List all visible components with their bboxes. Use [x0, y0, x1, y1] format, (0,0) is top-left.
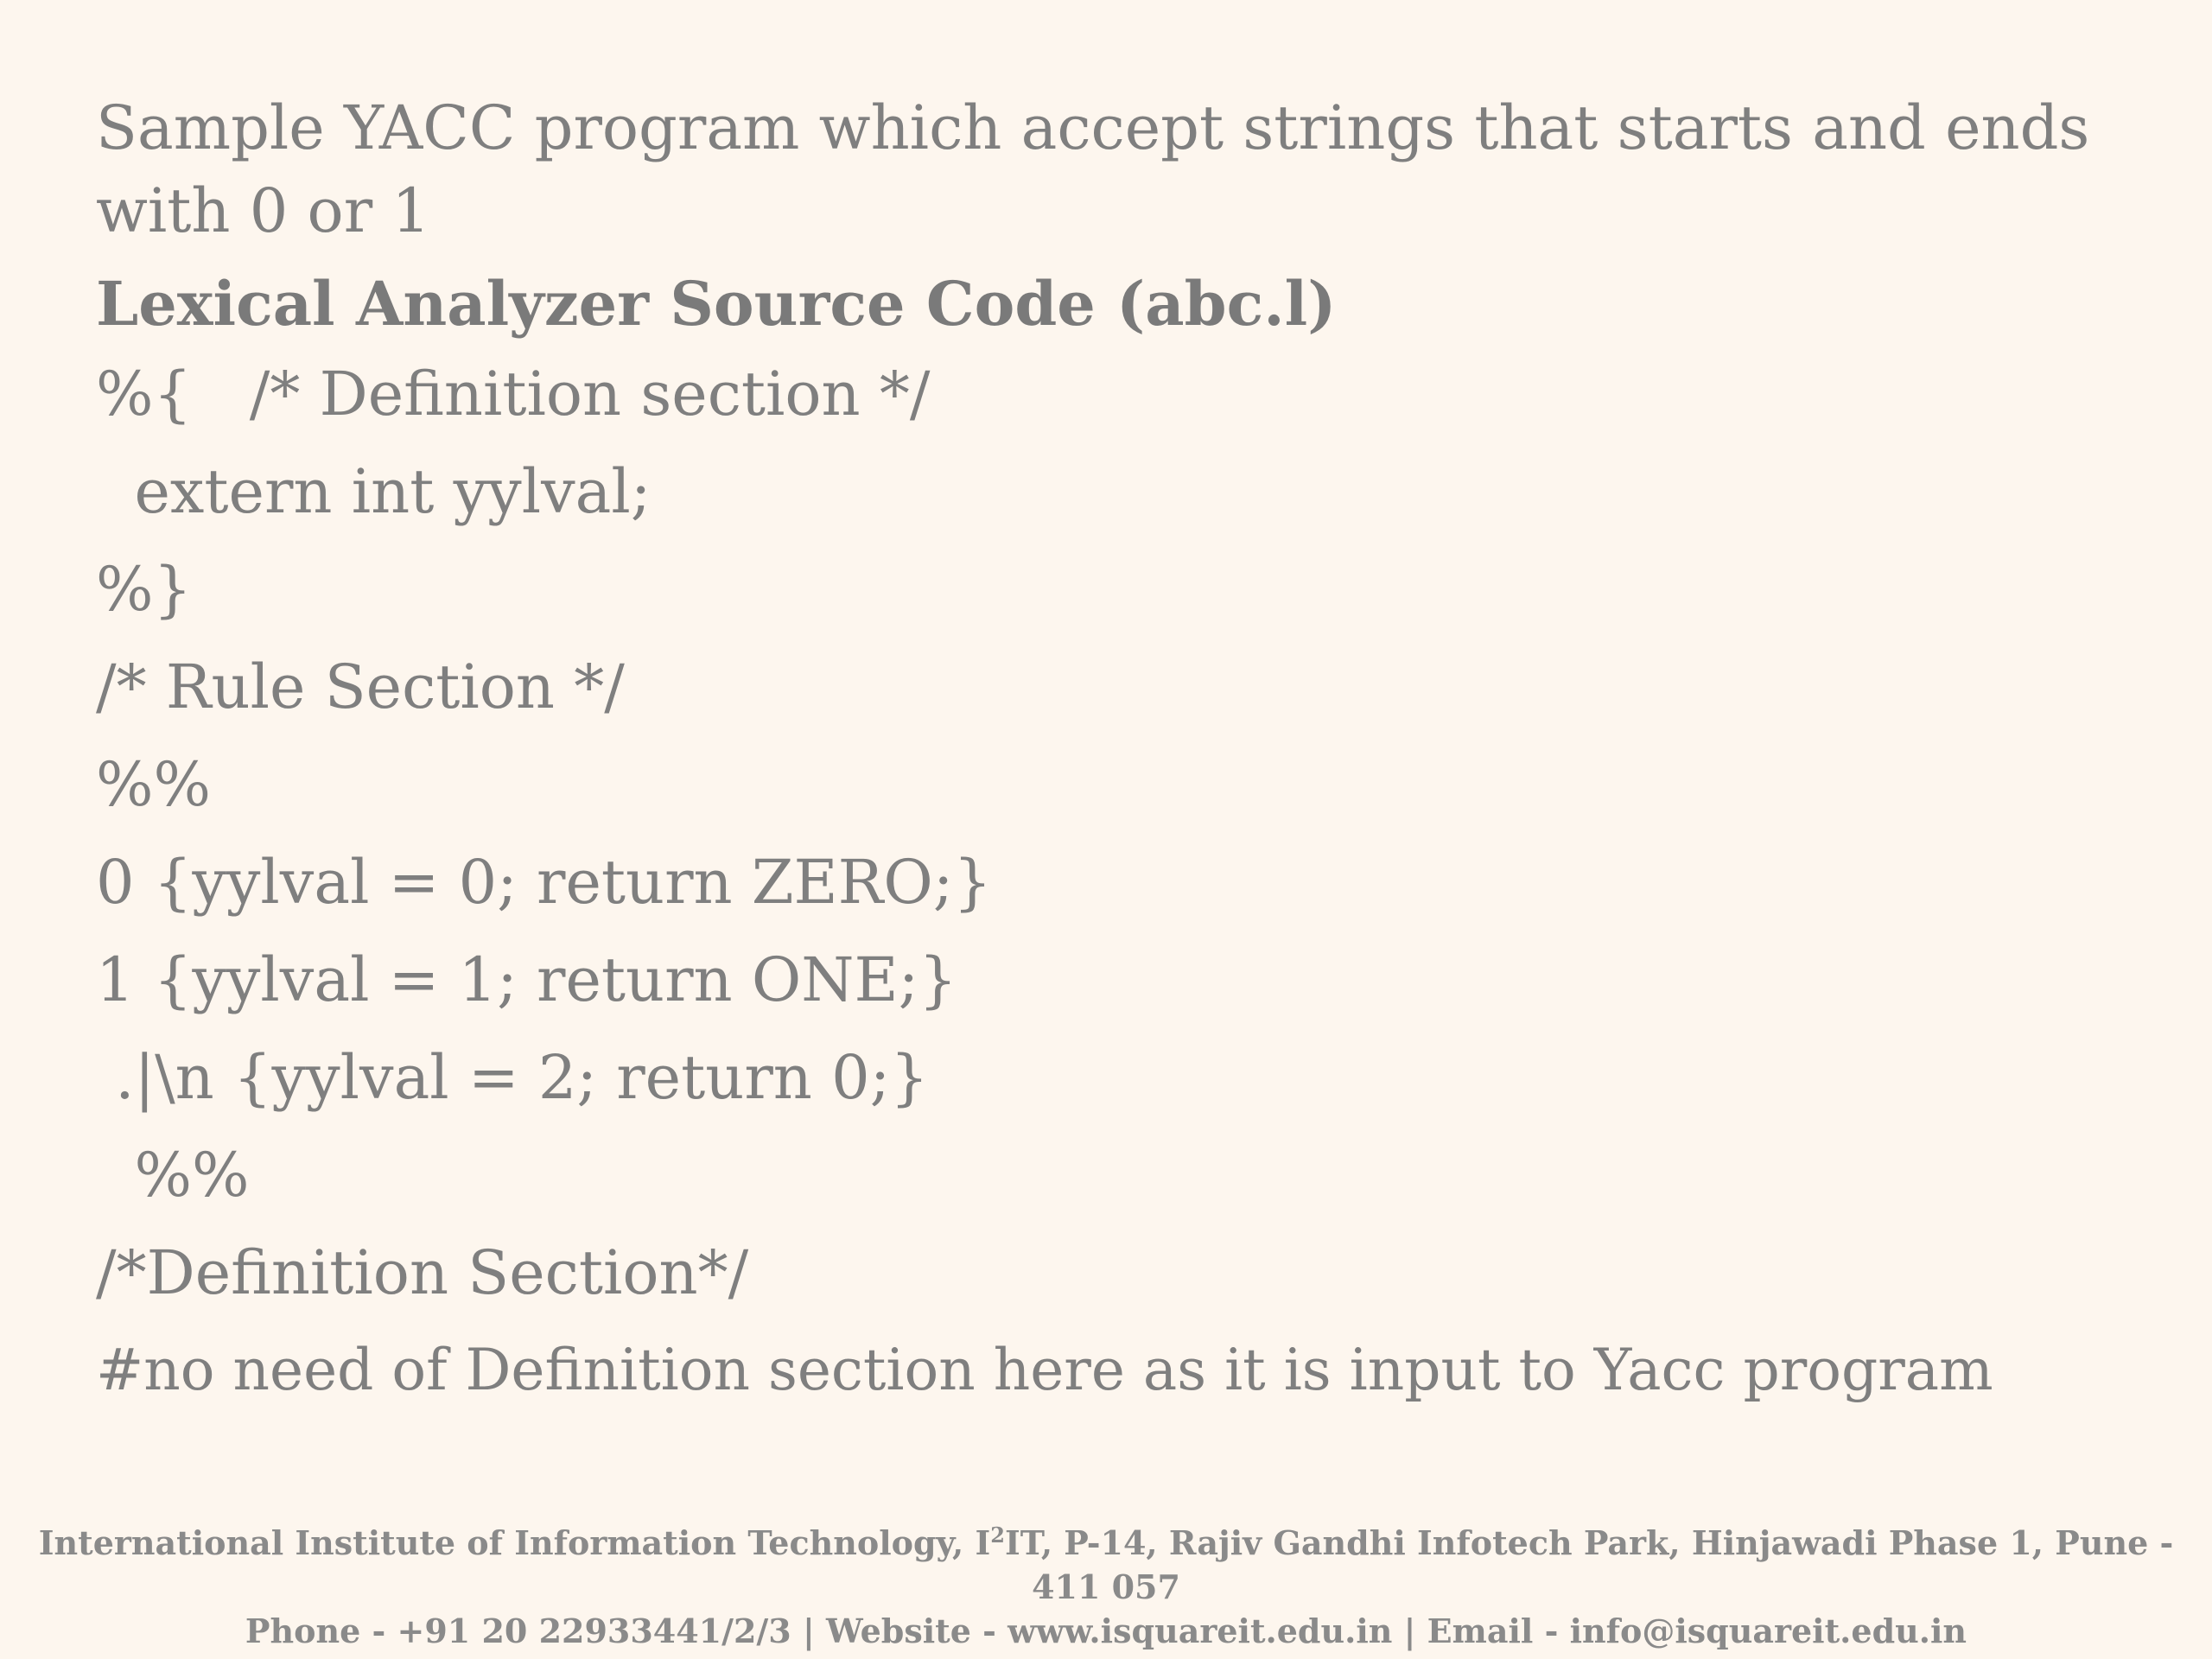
footer-address-start: International Institute of Information Technology, I	[38, 1523, 991, 1562]
code-line: %{ /* Definition section */	[96, 359, 931, 429]
code-line: 1 {yylval = 1; return ONE;}	[96, 944, 957, 1015]
code-line: extern int yylval;	[96, 456, 652, 527]
code-line: .|\n {yylval = 2; return 0;}	[96, 1042, 929, 1113]
section-heading: Lexical Analyzer Source Code (abc.l)	[96, 268, 1337, 340]
slide-content	[96, 86, 2144, 1412]
code-line: %}	[96, 554, 193, 625]
slide-title: Sample YACC program which accept strings that starts and ends with 0 or 1	[96, 92, 2090, 246]
footer-address	[0, 1521, 2212, 1609]
footer	[0, 1521, 2212, 1653]
note-text: #no need of Definition section here as it is input to Yacc program	[96, 1337, 1993, 1403]
footer-address-end: IT, P-14, Rajiv Gandhi Infotech Park, Hinjawadi Phase 1, Pune - 411 057	[1004, 1523, 2174, 1606]
footer-superscript: 2	[990, 1522, 1005, 1548]
code-line: 0 {yylval = 0; return ZERO;}	[96, 847, 992, 918]
code-line: %%	[96, 749, 212, 820]
footer-contact: Phone - +91 20 22933441/2/3 | Website - www.isquareit.edu.in | Email - info@isquareit.edu.in	[245, 1611, 1967, 1650]
code-line: %%	[96, 1140, 250, 1211]
code-line: /* Rule Section */	[96, 652, 625, 722]
code-block	[96, 353, 2144, 1329]
code-line: /*Definition Section*/	[96, 1237, 749, 1308]
